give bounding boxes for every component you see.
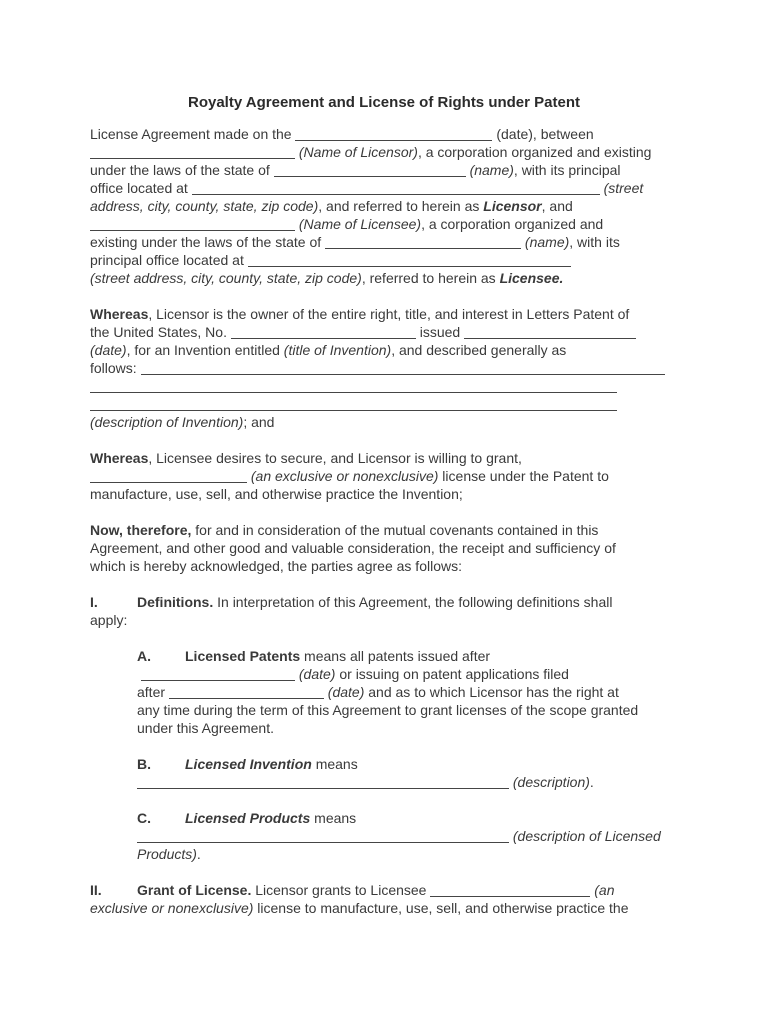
blank-fill-line [295,128,492,141]
text-run: manufacture, use, sell, and otherwise practice the Invention; [90,486,463,502]
text-line [90,197,678,215]
text-line [137,809,678,827]
paragraph-3 [90,449,678,503]
text-line [90,557,678,575]
text-run: , with its [569,234,620,250]
text-run: (Name of Licensor) [298,144,418,160]
text-line [90,611,678,629]
text-run: existing under the laws of the state of [90,234,326,250]
text-line [90,179,678,197]
text-run: Grant of License. [137,882,252,898]
text-line [90,485,678,503]
text-run: Licensed Invention [185,756,312,772]
text-run: (Name of Licensee) [298,216,422,232]
paragraph-2 [90,305,678,431]
text-run: office located at [90,180,192,196]
text-line [90,341,678,359]
paragraph-5 [90,593,678,629]
text-run: Products) [137,846,197,862]
paragraph-9 [90,881,678,917]
blank-fill-line [137,776,509,789]
text-line [137,827,678,845]
text-run: (date) [298,666,336,682]
text-line [90,377,678,395]
blank-fill-line [141,668,295,681]
text-run: In interpretation of this Agreement, the following definitions shall [213,594,613,610]
blank-fill-line [248,254,571,267]
blank-fill-line [169,686,324,699]
blank-fill-line [90,380,617,393]
text-run: exclusive or nonexclusive) [90,900,254,916]
text-run: (an exclusive or nonexclusive) [250,468,439,484]
text-line [137,755,678,773]
text-line [90,395,678,413]
blank-fill-line [141,362,665,375]
text-run: (street [603,180,644,196]
text-run: (date) [90,342,127,358]
text-run: license to manufacture, use, sell, and otherwise practice the [253,900,629,916]
text-line [90,899,678,917]
blank-fill-line [90,146,295,159]
text-line [137,719,678,737]
paragraph-1 [90,125,678,287]
text-run: (description of Invention) [90,414,244,430]
text-run: (date), between [492,126,594,142]
text-run: , Licensor is the owner of the entire right, title, and interest in Letters Patent of [148,306,630,322]
text-run: any time during the term of this Agreement to grant licenses of the scope granted [137,702,639,718]
text-run: , and described generally as [391,342,567,358]
text-run: . [589,774,594,790]
text-run: License Agreement made on the [90,126,296,142]
text-line [90,413,678,431]
text-line [90,233,678,251]
text-line [137,701,678,719]
text-line [90,593,678,611]
text-run: license under the Patent to [438,468,609,484]
text-run: under the laws of the state of [90,162,274,178]
text-line [90,215,678,233]
document-body [90,125,678,917]
text-run: or issuing on patent applications filed [335,666,569,682]
blank-fill-line [90,218,295,231]
document-title: Royalty Agreement and License of Rights under Patent [187,94,580,111]
text-line [137,647,678,665]
text-line [90,305,678,323]
list-label: C. [137,810,151,826]
text-run: , Licensee desires to secure, and Licensor is willing to grant, [148,450,522,466]
text-run: issued [415,324,465,340]
text-run: , referred to herein as [361,270,500,286]
blank-fill-line [430,884,590,897]
text-run: Whereas [90,450,149,466]
text-line [137,773,678,791]
list-label: II. [90,882,102,898]
text-run: , with its principal [513,162,621,178]
text-line [90,521,678,539]
blank-fill-line [90,398,617,411]
text-run: , for an Invention entitled [126,342,284,358]
text-line [137,665,678,683]
list-label: A. [137,648,151,664]
blank-fill-line [464,326,636,339]
text-run: means [311,756,358,772]
text-run: Definitions. [137,594,214,610]
paragraph-8 [137,809,678,863]
text-run: which is hereby acknowledged, the parties agree as follows: [90,558,462,574]
text-line [90,449,678,467]
paragraph-6 [137,647,678,737]
text-run: follows: [90,360,141,376]
text-run: address, city, county, state, zip code) [90,198,319,214]
text-run: Licensor [483,198,542,214]
text-run: , and [541,198,573,214]
text-run: means [310,810,357,826]
text-run: and as to which Licensor has the right at [364,684,619,700]
paragraph-7 [137,755,678,791]
text-run: , a corporation organized and existing [417,144,652,160]
blank-fill-line [274,164,466,177]
text-run: (title of Invention) [283,342,392,358]
text-run: (an [594,882,615,898]
text-line [90,323,678,341]
blank-fill-line [325,236,521,249]
text-run: principal office located at [90,252,248,268]
text-run: , a corporation organized and [421,216,604,232]
text-run: (name) [469,162,514,178]
list-label: I. [90,594,98,610]
text-run: , and referred to herein as [318,198,484,214]
text-run: (description of Licensed [512,828,661,844]
text-line [90,539,678,557]
text-line [137,845,678,863]
text-line [90,143,678,161]
paragraph-4 [90,521,678,575]
text-line [90,161,678,179]
text-run: Whereas [90,306,149,322]
text-line [90,251,678,269]
text-run: Licensor grants to Licensee [251,882,431,898]
text-line [137,683,678,701]
text-line [90,881,678,899]
blank-fill-line [192,182,600,195]
text-run: after [137,684,169,700]
text-run: ; and [243,414,275,430]
text-run: the United States, No. [90,324,231,340]
text-line [90,467,678,485]
text-run: Licensed Products [185,810,311,826]
text-run: (description) [512,774,590,790]
text-run: means all patents issued after [300,648,491,664]
text-run: Licensee. [499,270,564,286]
text-run: Licensed Patents [185,648,301,664]
text-run: . [196,846,201,862]
text-run: under this Agreement. [137,720,274,736]
text-run: (name) [524,234,570,250]
text-run: Agreement, and other good and valuable consideration, the receipt and sufficiency of [90,540,616,556]
text-run: (street address, city, county, state, zip code) [90,270,362,286]
blank-fill-line [90,470,247,483]
blank-fill-line [231,326,416,339]
text-run: (date) [327,684,365,700]
text-line [90,269,678,287]
text-run: apply: [90,612,128,628]
text-line [90,125,678,143]
list-label: B. [137,756,151,772]
text-run: Now, therefore, [90,522,192,538]
text-line [90,359,678,377]
blank-fill-line [137,830,509,843]
text-run: for and in consideration of the mutual covenants contained in this [191,522,599,538]
